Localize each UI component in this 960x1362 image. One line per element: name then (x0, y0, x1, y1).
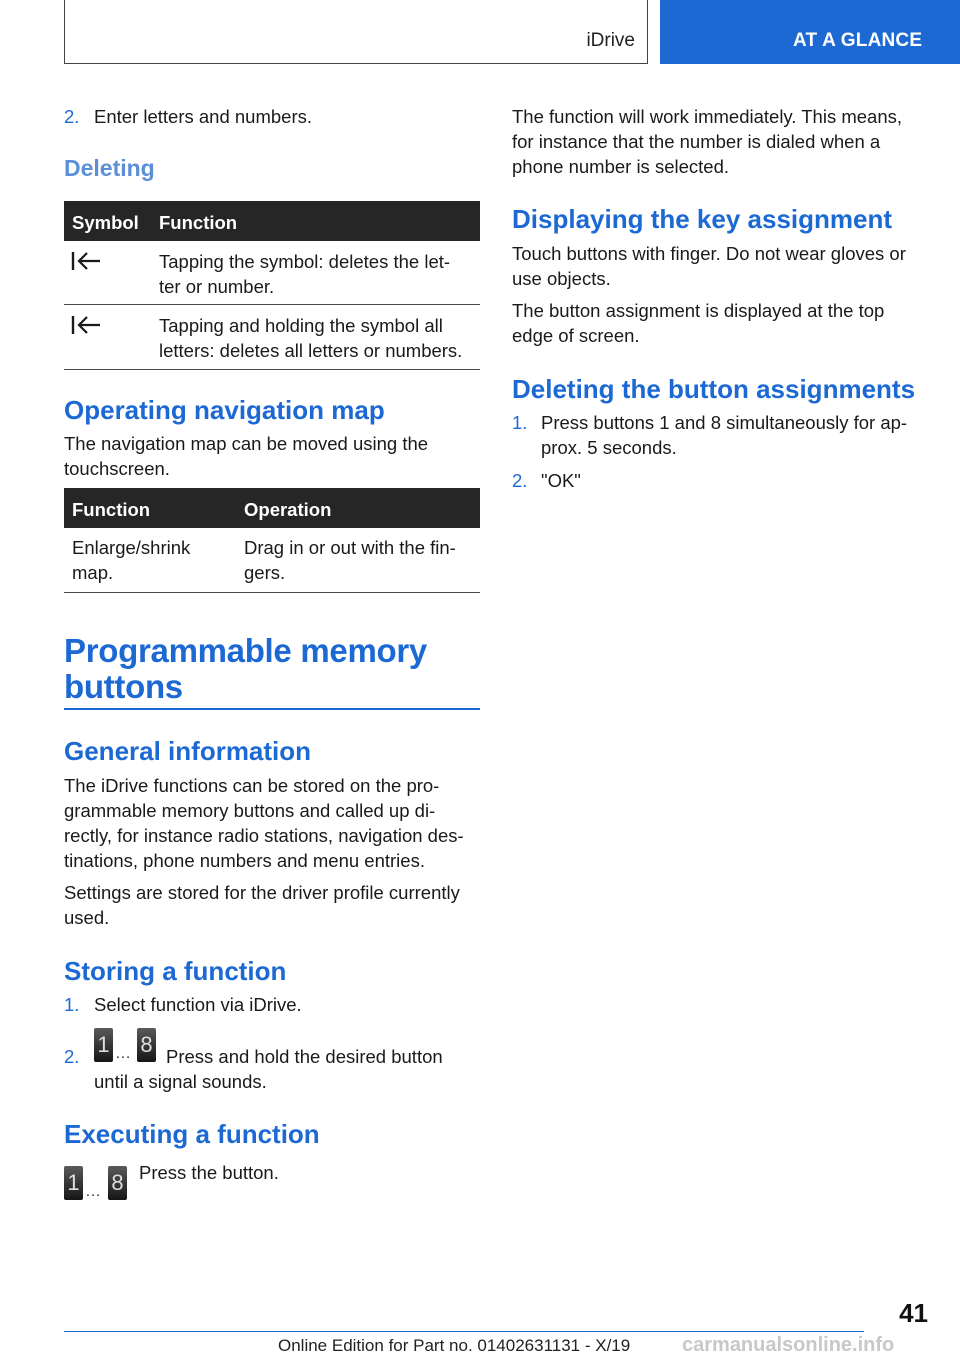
body-text: Press the button. (139, 1162, 279, 1183)
header-section-label: iDrive (586, 30, 635, 51)
deleting-heading: Deleting (64, 155, 155, 181)
executing-heading: Executing a function (64, 1119, 320, 1149)
body-text: touchscreen. (64, 458, 170, 479)
step-number: 1. (64, 994, 80, 1015)
header-chapter-label: AT A GLANCE (793, 30, 923, 51)
watermark: carmanualsonline.info (682, 1334, 895, 1356)
header-section-tab (64, 0, 648, 64)
step-number: 2. (64, 106, 80, 127)
memory-button-1-icon: 1 (94, 1028, 113, 1062)
body-text: grammable memory buttons and called up di- (64, 800, 436, 821)
nav-map-heading: Operating navigation map (64, 395, 385, 425)
body-text: The navigation map can be moved using the (64, 433, 429, 454)
table-cell-line: ter or number. (159, 276, 275, 297)
table-cell-line: gers. (244, 562, 286, 583)
footer-edition: Online Edition for Part no. 01402631131 - X/19 (278, 1336, 631, 1355)
table-cell-line: Enlarge/shrink (72, 537, 191, 558)
general-info-heading: General information (64, 736, 312, 766)
step-text: Press and hold the desired button (166, 1046, 443, 1067)
step-number: 1. (512, 412, 528, 433)
body-text: tinations, phone numbers and menu entries. (64, 850, 425, 871)
row-divider (64, 592, 480, 593)
ellipsis: … (115, 1045, 131, 1062)
footer-rule (64, 1331, 864, 1332)
row-divider (64, 369, 480, 370)
chapter-title: Programmable memory (64, 632, 427, 669)
column-header-function: Function (159, 212, 238, 233)
table-header (64, 201, 480, 241)
step-text: Press buttons 1 and 8 simultaneously for ap- (541, 412, 908, 433)
table-cell-line: Tapping the symbol: deletes the let- (159, 251, 451, 272)
column-header-operation: Operation (244, 499, 332, 520)
backspace-icon (70, 251, 104, 271)
body-text: used. (64, 907, 110, 928)
body-text: rectly, for instance radio stations, navigation des- (64, 825, 464, 846)
column-header-function: Function (72, 499, 151, 520)
body-text: Touch buttons with finger. Do not wear gloves or (512, 243, 906, 264)
body-text: The iDrive functions can be stored on the pro- (64, 775, 440, 796)
step-text: prox. 5 seconds. (541, 437, 677, 458)
page-number: 41 (899, 1298, 928, 1328)
row-divider (64, 304, 480, 305)
step-number: 2. (512, 470, 528, 491)
memory-button-1-icon: 1 (64, 1166, 83, 1200)
step-text: Select function via iDrive. (94, 994, 302, 1015)
body-text: The function will work immediately. This means, (512, 106, 903, 127)
memory-button-8-icon: 8 (108, 1166, 127, 1200)
nav-map-table (64, 488, 480, 594)
display-assignment-heading: Displaying the key assignment (512, 204, 893, 234)
table-cell-line: letters: deletes all letters or numbers. (159, 340, 463, 361)
table-cell-line: Drag in or out with the fin- (244, 537, 456, 558)
step-text: until a signal sounds. (94, 1071, 267, 1092)
storing-heading: Storing a function (64, 956, 287, 986)
body-text: for instance that the number is dialed when a (512, 131, 881, 152)
body-text: edge of screen. (512, 325, 640, 346)
table-cell-line: Tapping and holding the symbol all (159, 315, 443, 336)
body-text: phone number is selected. (512, 156, 729, 177)
delete-assignments-heading: Deleting the button assignments (512, 374, 916, 404)
chapter-title: buttons (64, 668, 183, 705)
memory-button-8-icon: 8 (137, 1028, 156, 1062)
body-text: Settings are stored for the driver profile currently (64, 882, 460, 903)
deleting-table (64, 201, 480, 371)
title-rule (64, 708, 480, 710)
body-text: The button assignment is displayed at the top (512, 300, 885, 321)
body-text: use objects. (512, 268, 611, 289)
table-cell-line: map. (72, 562, 114, 583)
step-text: Enter letters and numbers. (94, 106, 312, 127)
table-header (64, 488, 480, 528)
backspace-icon (70, 315, 104, 335)
ellipsis: … (85, 1183, 101, 1200)
column-header-symbol: Symbol (72, 212, 139, 233)
step-number: 2. (64, 1046, 80, 1067)
step-text: "OK" (541, 470, 581, 491)
header-chapter-tab (660, 0, 960, 64)
